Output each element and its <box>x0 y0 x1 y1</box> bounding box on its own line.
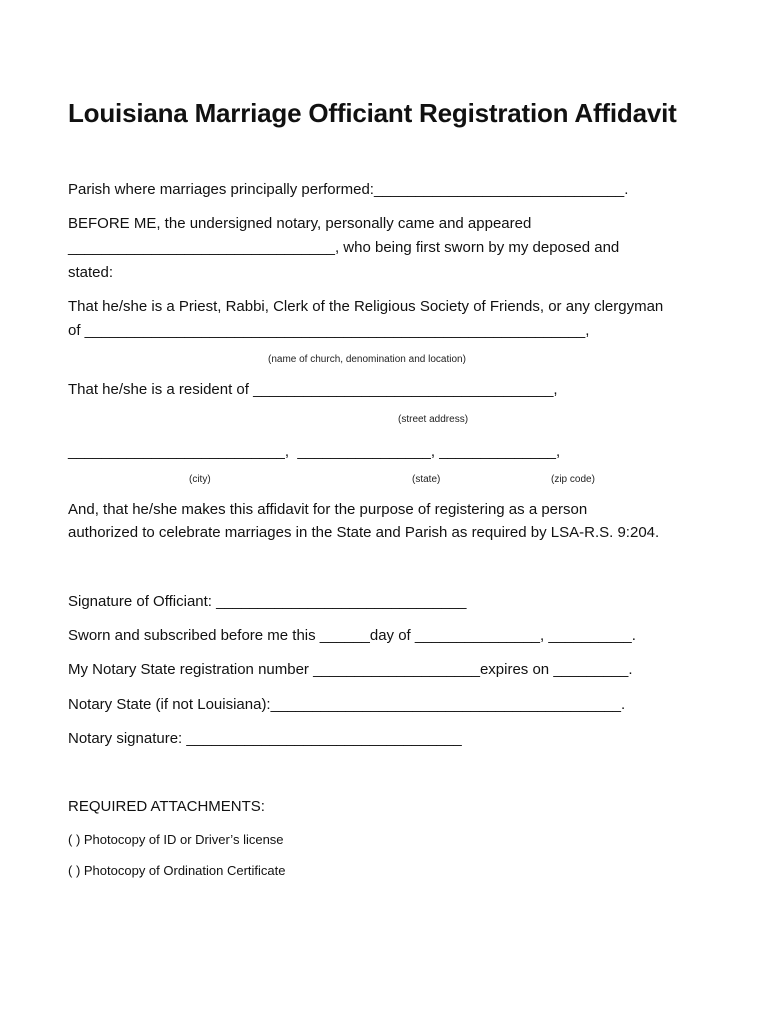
city-caption: (city) <box>189 474 211 485</box>
attachment-item-ordination: ( ) Photocopy of Ordination Certificate <box>68 863 286 878</box>
sworn-line: Sworn and subscribed before me this ______day of _______________, __________. <box>68 627 636 644</box>
clergy-line-1: That he/she is a Priest, Rabbi, Clerk of the Religious Society of Friends, or any clergyman <box>68 298 664 315</box>
stated-line: stated: <box>68 264 114 281</box>
notary-signature-line: Notary signature: _________________________________ <box>68 730 462 747</box>
page-title: Louisiana Marriage Officiant Registration Affidavit <box>68 98 677 128</box>
notary-state-line: Notary State (if not Louisiana):__________________________________________. <box>68 696 626 713</box>
resident-line: That he/she is a resident of ____________________________________, <box>68 381 558 398</box>
city-state-zip-line: __________________________, ________________, ______________, <box>68 443 561 460</box>
zip-caption: (zip code) <box>551 474 595 485</box>
notary-registration-line: My Notary State registration number ____________________expires on _________. <box>68 661 633 678</box>
clergy-line-2: of ____________________________________________________________, <box>68 322 590 339</box>
before-me-line: BEFORE ME, the undersigned notary, personally came and appeared <box>68 215 532 232</box>
purpose-line-2: authorized to celebrate marriages in the State and Parish as required by LSA-R.S. 9:204. <box>68 524 660 541</box>
street-address-caption: (street address) <box>398 414 469 425</box>
appearer-name-line: ________________________________, who being first sworn by my deposed and <box>68 239 620 256</box>
purpose-line-1: And, that he/she makes this affidavit for the purpose of registering as a person <box>68 501 588 518</box>
church-caption: (name of church, denomination and location) <box>268 354 466 365</box>
parish-line: Parish where marriages principally performed:______________________________. <box>68 181 629 198</box>
attachments-heading: REQUIRED ATTACHMENTS: <box>68 798 265 815</box>
state-caption: (state) <box>412 474 441 485</box>
officiant-signature-line: Signature of Officiant: ______________________________ <box>68 593 467 610</box>
attachment-item-id: ( ) Photocopy of ID or Driver’s license <box>68 832 284 847</box>
